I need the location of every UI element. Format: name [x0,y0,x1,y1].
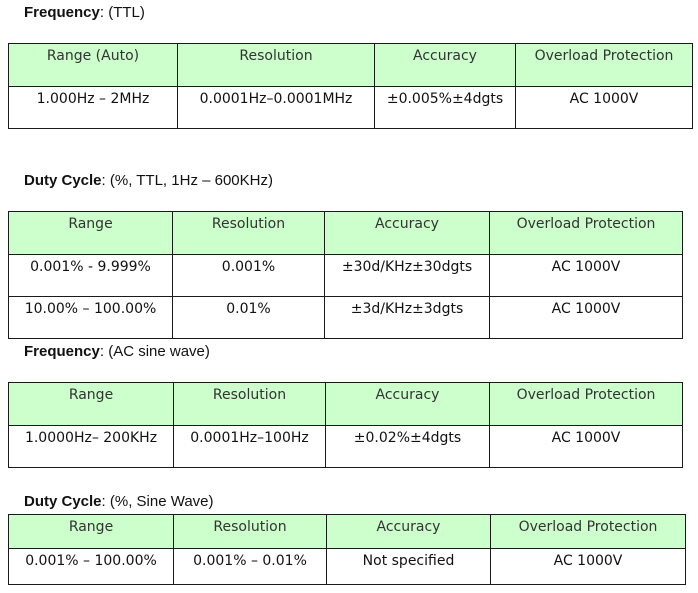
column-header: Accuracy [325,212,490,255]
column-header: Overload Protection [490,212,683,255]
table-cell: Not specified [327,549,491,585]
section-subtitle: : (%, Sine Wave) [101,493,214,510]
column-header: Resolution [174,515,327,549]
spec-table [8,211,683,339]
table-cell: 10.00% – 100.00% [9,297,173,339]
table-cell: 0.001% – 100.00% [9,549,174,585]
column-header: Range [9,212,173,255]
section-heading [24,4,145,22]
table-row [9,297,683,339]
column-header: Resolution [173,212,325,255]
table-cell: ±0.02%±4dgts [326,426,490,468]
column-header: Accuracy [327,515,491,549]
table-cell: AC 1000V [490,426,683,468]
table-cell: 0.0001Hz–0.0001MHz [178,87,375,129]
section-subtitle: : (TTL) [99,4,145,21]
section-title: Frequency [24,343,100,360]
table-cell: AC 1000V [516,87,693,129]
table-header-row [9,515,686,549]
table-cell: AC 1000V [490,255,683,297]
table-cell: 0.001% [173,255,325,297]
table-cell: ±0.005%±4dgts [375,87,516,129]
table-cell: AC 1000V [490,297,683,339]
column-header: Accuracy [326,383,490,426]
spec-table [8,514,686,585]
column-header: Range [9,515,174,549]
table-header-row [9,212,683,255]
section-subtitle: : (AC sine wave) [99,343,210,360]
column-header: Range [9,383,174,426]
section-title: Duty Cycle [24,493,102,510]
column-header: Resolution [178,44,375,87]
section-title: Duty Cycle [24,172,102,189]
table-cell: AC 1000V [491,549,686,585]
table-cell: 1.000Hz – 2MHz [9,87,178,129]
column-header: Overload Protection [490,383,683,426]
table-cell: 0.001% - 9.999% [9,255,173,297]
table-row [9,426,683,468]
column-header: Range (Auto) [9,44,178,87]
table-row [9,87,693,129]
table-cell: 1.0000Hz– 200KHz [9,426,174,468]
table-cell: ±30d/KHz±30dgts [325,255,490,297]
column-header: Resolution [174,383,326,426]
table-cell: 0.0001Hz–100Hz [174,426,326,468]
section-title: Frequency [24,4,100,21]
spec-table [8,382,683,468]
section-heading [24,493,214,511]
section-heading [24,343,210,361]
table-row [9,549,686,585]
column-header: Accuracy [375,44,516,87]
table-header-row [9,44,693,87]
column-header: Overload Protection [491,515,686,549]
table-header-row [9,383,683,426]
table-cell: ±3d/KHz±3dgts [325,297,490,339]
section-subtitle: : (%, TTL, 1Hz – 600KHz) [101,172,273,189]
table-row [9,255,683,297]
spec-table [8,43,693,129]
table-cell: 0.001% – 0.01% [174,549,327,585]
section-heading [24,172,273,190]
column-header: Overload Protection [516,44,693,87]
table-cell: 0.01% [173,297,325,339]
